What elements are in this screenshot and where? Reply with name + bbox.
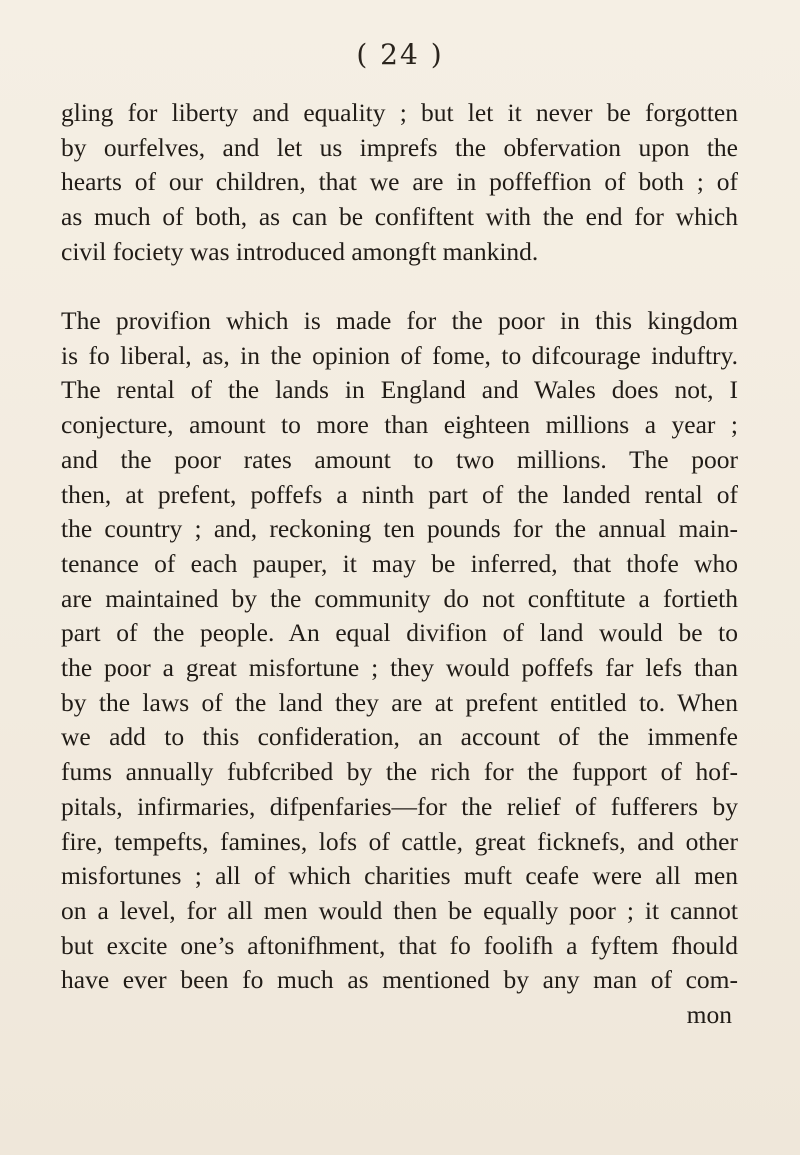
text-line: fums annually fubfcribed by the rich for the fupport of hof-	[61, 757, 738, 787]
text-line: misfortunes ; all of which charities muft ceafe were all men	[61, 861, 738, 891]
text-line: The rental of the lands in England and Wales does not, I	[61, 375, 738, 405]
text-line: by the laws of the land they are at prefent entitled to. When	[61, 687, 738, 717]
text-line: gling for liberty and equality ; but let it never be forgotten	[61, 98, 738, 127]
text-line: fire, tempefts, famines, lofs of cattle, great ficknefs, and other	[61, 826, 738, 856]
text-line: hearts of our children, that we are in poffeffion of both ; of	[61, 167, 738, 197]
text-line: on a level, for all men would then be equally poor ; it cannot	[61, 895, 738, 925]
text-line: are maintained by the community do not conftitute a fortieth	[61, 583, 738, 613]
text-line: by ourfelves, and let us imprefs the obfervation upon the	[61, 132, 738, 162]
text-line: the poor a great misfortune ; they would poffefs far lefs than	[61, 653, 738, 683]
text-line: then, at prefent, poffefs a ninth part of the landed rental of	[61, 479, 738, 509]
text-line: and the poor rates amount to two millions. The poor	[61, 444, 738, 474]
text-line: we add to this confideration, an account of the immenfe	[61, 722, 738, 752]
text-line: civil fociety was introduced amongft mankind.	[61, 236, 539, 266]
text-line: conjecture, amount to more than eighteen millions a year ;	[61, 410, 738, 440]
text-line: is fo liberal, as, in the opinion of fome, to difcourage induftry.	[61, 340, 738, 370]
paragraph-2	[61, 304, 738, 1033]
text-line: tenance of each pauper, it may be inferred, that thofe who	[61, 548, 738, 578]
text-line: part of the people. An equal divifion of land would be to	[61, 618, 738, 648]
text-line: have ever been fo much as mentioned by any man of com-	[61, 965, 738, 995]
text-line: the country ; and, reckoning ten pounds for the annual main-	[61, 514, 738, 544]
text-line: pitals, infirmaries, difpenfaries—for the relief of fufferers by	[61, 791, 738, 821]
paragraph-1	[61, 96, 738, 270]
text-line: but excite one’s aftonifhment, that fo foolifh a fyftem fhould	[61, 930, 738, 960]
catchword: mon	[686, 1000, 732, 1030]
text-line: The provifion which is made for the poor in this kingdom	[61, 306, 738, 335]
page-number: ( 24 )	[356, 38, 444, 71]
text-line: as much of both, as can be confiftent with the end for which	[61, 202, 738, 232]
